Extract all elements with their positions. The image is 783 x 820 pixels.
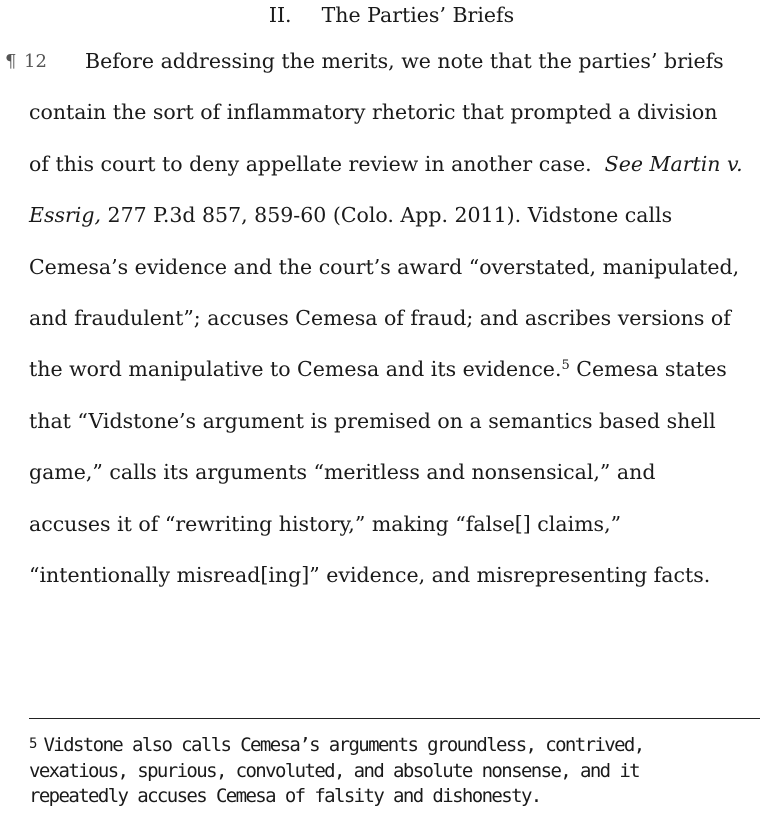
paragraph-text: Cemesa’s evidence and the court’s award “overstated, manipulated, — [29, 254, 740, 279]
paragraph-line-1 — [5, 36, 769, 87]
footnote-line-1 — [29, 732, 769, 759]
footnote-line-2 — [29, 759, 769, 785]
paragraph-line-2 — [29, 87, 769, 138]
case-citation-name: See Martin v. — [604, 151, 743, 176]
paragraph-text: and fraudulent”; accuses Cemesa of fraud; and ascribes versions of — [29, 305, 731, 330]
paragraph-line-9 — [29, 447, 769, 498]
paragraph-text: Cemesa states — [569, 357, 727, 382]
paragraph-text: the word manipulative to Cemesa and its evidence. — [29, 357, 562, 382]
footnote-text: Vidstone also calls Cemesa’s arguments groundless, contrived, — [43, 734, 644, 756]
section-number: II. — [268, 3, 292, 27]
paragraph-12 — [5, 36, 769, 601]
paragraph-text: “intentionally misread[ing]” evidence, and misrepresenting facts. — [29, 562, 711, 587]
footnote-text: vexatious, spurious, convoluted, and absolute nonsense, and it — [29, 759, 640, 782]
paragraph-text: that “Vidstone’s argument is premised on a semantics based shell — [29, 408, 716, 433]
paragraph-text: contain the sort of inflammatory rhetoric that prompted a division — [29, 100, 718, 125]
paragraph-number: 12 — [24, 51, 47, 72]
footnote-reference[interactable]: 5 — [561, 358, 570, 374]
paragraph-text: accuses it of “rewriting history,” making “false[] claims,” — [29, 511, 622, 536]
paragraph-line-4 — [29, 190, 769, 241]
paragraph-text: 277 P.3d 857, 859-60 (Colo. App. 2011). Vidstone calls — [101, 203, 673, 228]
footnote-text: repeatedly accuses Cemesa of falsity and dishonesty. — [29, 785, 541, 807]
paragraph-line-6 — [29, 293, 769, 344]
paragraph-line-11 — [29, 550, 769, 601]
footnote-5 — [29, 732, 769, 810]
paragraph-text: Before addressing the merits, we note that the parties’ briefs — [85, 49, 724, 73]
paragraph-line-5 — [29, 242, 769, 293]
paragraph-text: game,” calls its arguments “meritless and nonsensical,” and — [29, 460, 656, 485]
footnote-line-3 — [29, 784, 769, 810]
paragraph-line-3 — [29, 139, 769, 190]
footnote-number: 5 — [29, 736, 38, 752]
paragraph-line-10 — [29, 499, 769, 550]
case-citation-name-cont: Essrig, — [29, 203, 102, 228]
footnote-divider — [29, 718, 760, 719]
paragraph-mark: ¶ — [5, 51, 17, 72]
paragraph-text: of this court to deny appellate review in another case. — [29, 151, 592, 176]
section-heading — [0, 2, 783, 28]
paragraph-line-8 — [29, 396, 769, 447]
paragraph-line-7 — [29, 344, 769, 395]
section-title: The Parties’ Briefs — [321, 3, 515, 27]
